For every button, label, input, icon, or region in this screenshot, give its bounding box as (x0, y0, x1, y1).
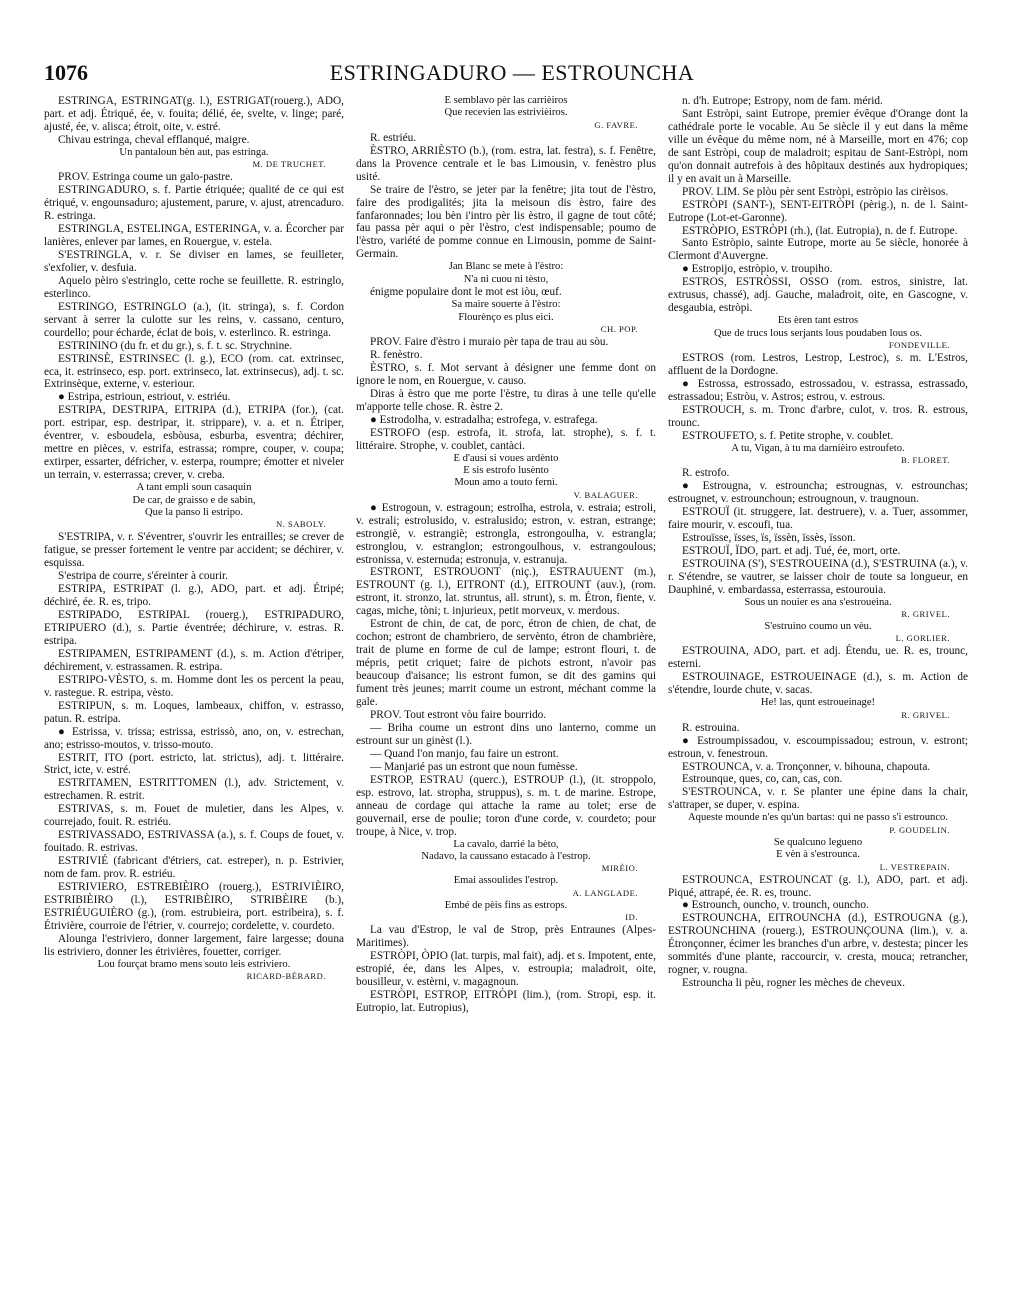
dictionary-entry: ESTRIPA, DESTRIPA, EITRIPA (d.), ETRIPA (for.), (cat. port. estripar, esp. destripar, it. strippare), v. a. et n. Étriper, éventrer, v. esboudela, esbòusa, esburba, esventra; déchirer, mettre en pièces, v. estrifa, estrassa; rompre, couper, v. coupa; extirper, essarter, défricher, v. esterpa, roumpre; émotter et niveler un terrain, v. esterrassa; crever, v. creba. (44, 404, 344, 482)
dictionary-entry: ESTROUNCA, v. a. Tronçonner, v. bihouna, chapouta. (682, 760, 931, 773)
quotation-line: A tu, Vigan, à tu ma darnièiro estroufeto. (731, 442, 905, 454)
quotation-line: De car, de graisso e de sabin, (132, 494, 256, 506)
dictionary-entry: — Manjarié pas un estront que noun fumèsse. (370, 760, 578, 773)
dictionary-entry: ESTRINGO, ESTRINGLO (a.), (it. stringa), s. f. Cordon servant à serrer la culotte sur les reins, v. cassano, centuro, courdello; pour écharde, éclat de bois, v. esterlinco. R. estringa. (44, 300, 344, 339)
dictionary-entry: ESTROUFETO, s. f. Petite strophe, v. coublet. (682, 429, 894, 442)
dictionary-entry: ESTRIVAS, s. m. Fouet de muletier, dans les Alpes, v. courrejado, fouit. R. estriéu. (44, 803, 344, 829)
dictionary-entry: ESTRINGA, ESTRINGAT(g. l.), ESTRIGAT(rouerg.), ADO, part. et adj. Étriqué, ée, v. fouita; délié, ée, svelte, v. linge; paré, ajusté, ée, v. alisca; étroit, oite, v. estré. (44, 95, 344, 133)
dictionary-entry: ESTRIPAMEN, ESTRIPAMENT (d.), s. m. Action d'étriper, déchirement, v. estrassamen. R. estripa. (44, 647, 344, 673)
dictionary-entry: ESTRININO (du fr. et du gr.), s. f. t. sc. Strychnine. (58, 339, 293, 352)
quotation-line: A tant empli soun casaquin (136, 482, 252, 494)
quotation-line: E d'ausi si voues ardènto (453, 452, 559, 464)
dictionary-entry: ESTROS (rom. Lestros, Lestrop, Lestroc), s. m. L'Estros, affluent de la Dordogne. (668, 352, 968, 377)
page-number: 1076 (44, 60, 88, 85)
dictionary-entry: ESTROFO (esp. estrofa, it. strofa, lat. strophe), s. f. t. littéraire. Strophe, v. coublet, cantàci. (356, 426, 656, 452)
dictionary-entry: ● Estropijo, estròpio, v. troupiho. (682, 263, 833, 276)
quotation-line: He! las, qunt estroueinage! (760, 697, 876, 709)
dictionary-entry: Estront de chin, de cat, de porc, étron de chien, de chat, de cochon; estront de chambriero, de servènto, étron de chambrière, trait de plume en forme de cul de lampe; estront flouri, t. de mépris, petit criquet; faire de pichots estront, n'avoir pas beaucoup d'aisance; lis estront fumon, se dit des gamins qui fument très jeunes; marrit coume un estront, méchant comme la gale. (356, 618, 656, 709)
dictionary-entry: ● Estrissa, v. trissa; estrissa, estrissò, ano, on, v. estrechan, ano; estrisso-moutos, v. trisso-mouto. (44, 725, 344, 751)
page-header (44, 60, 980, 92)
dictionary-entry: La vau d'Estrop, le val de Strop, près Entraunes (Alpes-Maritimes). (356, 924, 656, 950)
dictionary-entry: S'estripa de courre, s'éreinter à courir. (58, 570, 228, 583)
quotation-author: G. FAVRE. (594, 119, 638, 130)
dictionary-entry: ESTROS, ESTRÒSSI, OSSO (rom. estros, sinistre, lat. extrusus, chassé), adj. Gauche, maladroit, oite, en Gascogne, v. desgaubia, estròpi. (668, 276, 968, 315)
dictionary-entry: ESTRINGADURO, s. f. Partie étriquée; qualité de ce qui est étriqué, v. engounsaduro; ajustement, parure, v. ajust, atrencaduro. R. estringa. (44, 184, 344, 223)
dictionary-entry: ESTROUINA (S'), S'ESTROUEINA (d.), S'ESTRUINA (a.), v. r. S'étendre, se vautrer, se laisser choir de toute sa longueur, en Dauphiné, v. embardassa, esterrassa, estourouia. (668, 557, 968, 596)
dictionary-entry: Se traire de l'èstro, se jeter par la fenêtre; jita tout de l'èstro, faire des prodigalités; jita la meisoun dis èstro, faire des fanfaronnades; lou bèn i'intro pèr lis èstro, il gagne de tout côté; fau passa pèr aqui o pèr l'èstro, c'est indispensable; poumo de l'èstro, variété de pomme connue en Limousin, pomme de Saint-Germain. (356, 183, 656, 261)
quotation-author: B. FLORET. (900, 455, 950, 466)
quotation-line: N'a ni cuou ni tèsto, (463, 273, 549, 285)
quotation-author: R. GRIVEL. (901, 609, 950, 620)
quotation-author: MIRÈIO. (601, 863, 638, 874)
quotation-line: Aqueste mounde n'es qu'un bartas: qui ne passo s'i estrounco. (688, 812, 948, 824)
dictionary-entry: ● Estrodolha, v. estradalha; estrofega, v. estrafega. (370, 413, 598, 426)
dictionary-entry: ESTRITAMEN, ESTRITTOMEN (l.), adv. Strictement, v. estrechamen. R. estrit. (44, 777, 344, 803)
quotation-line: E sis estrofo lusènto (463, 464, 549, 476)
running-title: ESTRINGADURO — ESTROUNCHA (329, 60, 695, 85)
quotation-author: A. LANGLADE. (572, 887, 638, 898)
dictionary-entry: ESTRIPO-VÈSTO, s. m. Homme dont les os percent la peau, v. rastegue. R. estripa, vèsto. (44, 673, 344, 699)
dictionary-entry: R. estriéu. (370, 131, 417, 144)
dictionary-entry: ESTRÒPI, ESTROP, EITRÒPI (lim.), (rom. Stropi, esp. it. Eutropio, lat. Eutropius), (356, 988, 656, 1014)
dictionary-entry: n. d'h. Eutrope; Estropy, nom de fam. mérid. (682, 95, 883, 107)
quotation-line: Sous un nouier es ana s'estroueina. (744, 596, 892, 608)
dictionary-entry: ● Estrogoun, v. estragoun; estrolha, estrola, v. estraia; estroli, v. estrali; estrolusido, v. estralusido; estron, v. estran, estrange; estrongiè, v. estrangiè; estrongla, estrongoulha, v. estrangla; estronglou, v. estranglon; estrongoulhous, v. estrangoulous; estronissa, v. esternuda; estronuja, v. estranuja. (356, 501, 656, 566)
dictionary-entry: S'ESTRIPA, v. r. S'éventrer, s'ouvrir les entrailles; se crever de fatigue, se presser fortement le ventre par accident; se déchirer, v. esquissa. (44, 531, 344, 570)
dictionary-entry: PROV. LIM. Se plòu pèr sent Estròpi, estròpio las cirèisos. (682, 185, 949, 198)
dictionary-entry: ESTROUNCHA, EITROUNCHA (d.), ESTROUGNA (g.), ESTROUNCHINA (rouerg.), ESTROUNÇOUNA (lim.), v. a. Étronçonner, écimer les branches d'un arbre, v. destesta; pincer les sommités d'une plante, raccourcir, v. cresta, mouca; retrancher, rogner, v. rougna. (668, 912, 968, 977)
column-right (668, 95, 968, 1265)
dictionary-entry: ESTROUÏ (it. struggere, lat. destruere), v. a. Tuer, assommer, faire mourir, v. escoufi, tua. (668, 505, 968, 531)
quotation-line: Ets èren tant estros (777, 315, 859, 327)
quotation-line: Flourènço es plus eici. (458, 311, 554, 323)
quotation-line: Nadavo, la caussano estacado à l'estrop. (421, 850, 591, 862)
quotation-author: M. DE TRUCHET. (252, 159, 326, 170)
dictionary-entry: ESTRÒPIO, ESTRÒPI (rh.), (lat. Eutropia), n. de f. Eutrope. (682, 224, 958, 237)
column-left (44, 95, 344, 1265)
dictionary-entry: ● Estrounch, ouncho, v. trounch, ouncho. (682, 899, 869, 912)
dictionary-entry: ESTRIVIÉ (fabricant d'étriers, cat. estreper), n. p. Estrivier, nom de fam. prov. R. estriéu. (44, 855, 344, 881)
dictionary-entry: ÈSTRO, ARRIÈSTO (b.), (rom. estra, lat. festra), s. f. Fenêtre, dans la Provence centrale et le bas Limousin, v. fenèstro plus usité. (356, 144, 656, 183)
dictionary-entry: ESTRIPADO, ESTRIPAL (rouerg.), ESTRIPADURO, ETRIPUERO (d.), s. Partie éventrée; déchirure, v. estras. R. estripa. (44, 609, 344, 647)
quotation-author: ID. (625, 912, 638, 923)
dictionary-entry: Estrouncha li pèu, rogner les mèches de cheveux. (682, 977, 906, 990)
dictionary-entry: Diras à èstro que me porte l'èstre, tu diras à une telle qu'elle m'apporte telle chose. R. èstre 2. (356, 387, 656, 413)
dictionary-entry: ESTRIVIERO, ESTREBIÈIRO (rouerg.), ESTRIVIÈIRO, ESTRIBIÈIRO (l.), ESTRIBÈIRO, STRIBÈIRE (b.), ESTRIÉUGUIÈRO (g.), (rom. estrubieira, port. estribeira), s. f. Étrivière, courroie de l'étrier, v. courrejo; cordelette, v. courdeto. (44, 881, 344, 932)
dictionary-entry: ● Estroumpissadou, v. escoumpissadou; estroun, v. estront; estroun, v. fenestroun. (668, 734, 968, 760)
quotation-author: V. BALAGUER. (573, 489, 638, 500)
dictionary-entry: ESTROUINAGE, ESTROUEINAGE (d.), s. m. Action de s'étendre, lourde chute, v. sacas. (668, 671, 968, 697)
dictionary-entry: ESTROUNCA, ESTROUNCAT (g. l.), ADO, part. et adj. Piqué, attrapé, ée. R. es, trounc. (668, 873, 968, 899)
quotation-author: FONDEVILLE. (888, 340, 950, 351)
quotation-author: L. VESTREPAIN. (879, 861, 950, 872)
quotation-line: Jan Blanc se mete à l'èstro: (448, 261, 564, 273)
dictionary-entry: ESTRINSÈ, ESTRINSEC (l. g.), ECO (rom. cat. extrinsec, eca, it. estrinseco, esp. port. extrinseco, lat. extrinsecus), adj. t. sc. Extrinsèque, externe, v. esteriour. (44, 352, 344, 391)
quotation-author: L. GORLIER. (895, 633, 950, 644)
dictionary-entry: Chivau estringa, cheval efflanqué, maigre. (58, 133, 250, 146)
dictionary-entry: R. estrouina. (682, 721, 740, 734)
quotation-author: N. SABOLY. (275, 519, 326, 530)
dictionary-entry: Alounga l'estriviero, donner largement, faire largesse; douna lis estriviero, donner les étrivières, fouetter, corriger. (44, 932, 344, 958)
quotation-line: Que la panso li estripo. (145, 506, 243, 518)
quotation-author: RICARD-BÉRARD. (246, 971, 326, 982)
quotation-line: Embé de pèis fins as estrops. (444, 899, 568, 911)
quotation-author: R. GRIVEL. (901, 709, 950, 720)
dictionary-entry: R. estrofo. (682, 467, 730, 480)
quotation-line: Un pantaloun bèn aut, pas estringa. (119, 146, 269, 158)
dictionary-entry: ESTRINGLA, ESTELINGA, ESTERINGA, v. a. Écorcher par lanières, enlever par lames, en Rouergue, v. estela. (44, 223, 344, 248)
quotation-line: Sa maire souerte à l'èstro: (451, 299, 561, 311)
dictionary-entry: ESTRÒPI (SANT-), SENT-EITRÒPI (pèrig.), n. de l. Saint-Eutrope (Lot-et-Garonne). (668, 198, 968, 224)
dictionary-entry: ESTRONT, ESTROUONT (niç.), ESTRAUUENT (m.), ESTROUNT (g. l.), EITRONT (d.), EITROUNT (auv.), (rom. estront, it. stronzo, lat. struntus, all. strunt), s. m. Étron, fiente, v. cagas, miche, tòni; t. injurieux, petit morveux, v. merdous. (356, 566, 656, 618)
quotation-author: CH. POP. (600, 323, 638, 334)
dictionary-entry: ESTRIPA, ESTRIPAT (l. g.), ADO, part. et adj. Étripé; déchiré, ée. R. es, tripo. (44, 583, 344, 609)
dictionary-entry: ESTRIVASSADO, ESTRIVASSA (a.), s. f. Coups de fouet, v. fouitado. R. estrivas. (44, 829, 344, 855)
quotation-line: E vèn à s'estrounca. (776, 849, 860, 861)
dictionary-entry: PROV. Tout estront vòu faire bourrido. (370, 708, 547, 721)
dictionary-entry: ESTRÒPI, ÒPIO (lat. turpis, mal fait), adj. et s. Impotent, ente, estropié, ée, dans les Alpes, v. estroupia; maladroit, oite, bousilleur, v. estèrni, v. magagnoun. (356, 950, 656, 988)
dictionary-entry: — Briha coume un estront dins uno lanterno, comme un estrount sur un ginèst (l.). (356, 721, 656, 747)
dictionary-entry: ● Estrossa, estrossado, estrossadou, v. estrassa, estrassado, estrassadou; Estròu, v. Astros; estrou, v. estrous. (668, 377, 968, 403)
dictionary-entry: PROV. Faire d'èstro i muraio pèr tapa de trau au sòu. (370, 335, 609, 348)
dictionary-entry: ● Estripa, estrioun, estriout, v. estriéu. (58, 391, 231, 404)
dictionary-entry: Aquelo pèiro s'estringlo, cette roche se feuillette. R. estringlo, esterlinco. (44, 274, 344, 300)
dictionary-entry: ESTRIT, ITO (port. estricto, lat. strictus), adj. t. littéraire. Strict, icte, v. estré. (44, 751, 344, 777)
quotation-line: Lou fourçat bramo mens souto leis estriviero. (97, 958, 291, 970)
quotation-line: Que de trucs lous serjants lous poudaben lous os. (713, 327, 923, 339)
quotation-line: Que recevien las estrivièiros. (444, 107, 568, 119)
dictionary-entry: ● Estrougna, v. estrouncha; estrougnas, v. estrounchas; estrougnet, v. estrounchoun; estrougnoun, v. traugnoun. (668, 480, 968, 505)
quotation-author: P. GOUDELIN. (889, 824, 950, 835)
dictionary-entry: ÈSTRO, s. f. Mot servant à désigner une femme dont on ignore le nom, en Rouergue, v. causo. (356, 361, 656, 387)
column-middle (356, 95, 656, 1265)
dictionary-entry: S'ESTRINGLA, v. r. Se diviser en lames, se feuilleter, s'exfolier, v. desfuia. (44, 248, 344, 274)
dictionary-entry: S'ESTROUNCA, v. r. Se planter une épine dans la chair, s'attraper, se duper, v. espina. (668, 786, 968, 812)
dictionary-entry: ESTROUÏ, ÏDO, part. et adj. Tué, ée, mort, orte. (682, 544, 901, 557)
dictionary-entry: Sant Estròpi, saint Eutrope, premier évêque d'Orange dont la cathédrale porte le vocable. Au 5e siècle il y eut dans la même ville un évêque du même nom, né à Marseille, mort en 476; cop de sant Estròpi, coup de maladroit; espitau de Sant-Estròpi, nom qu'on donnait autrefois à des hôpitaux destinés aux hydropiques; il y en avait un à Marseille. (668, 107, 968, 185)
dictionary-entry: ESTROUCH, s. m. Tronc d'arbre, culot, v. tros. R. estrous, trounc. (668, 403, 968, 429)
dictionary-entry: ESTROP, ESTRAU (querc.), ESTROUP (l.), (it. stroppolo, esp. estrovo, lat. stropha, struppus), s. m. t. de marine. Estrope, anneau de cordage qui attache la rame au tolet; erse de gouvernail, erse de poulie; toron d'une corde, v. courdeto; pour troupe, à Nice, v. trop. (356, 773, 656, 838)
dictionary-entry: — Quand l'on manjo, fau faire un estront. (370, 747, 559, 760)
quotation-line: E semblavo pèr las carrièiros (444, 95, 568, 106)
dictionary-entry: Santo Estròpio, sainte Eutrope, morte au 5e siècle, honorée à Clermont d'Auvergne. (668, 237, 968, 263)
dictionary-entry: Estrouïsse, ïsses, ïs, ïssèn, ïssès, ïsson. (682, 531, 856, 544)
dictionary-entry: ESTROUINA, ADO, part. et adj. Étendu, ue. R. es, trounc, esterni. (668, 645, 968, 671)
dictionary-entry: ESTRIPUN, s. m. Loques, lambeaux, chiffon, v. estrasso, patun. R. estripa. (44, 699, 344, 725)
text-columns (44, 95, 980, 1265)
dictionary-entry: R. fenèstro. (370, 348, 423, 361)
dictionary-entry: PROV. Estringa coume un galo-pastre. (58, 171, 233, 184)
quotation-line: Se qualcuno legueno (773, 836, 863, 848)
dictionary-entry: énigme populaire dont le mot est iòu, œuf. (370, 286, 562, 299)
quotation-line: La cavalo, darrié la bèto, (453, 838, 559, 850)
quotation-line: Moun amo a touto fernì. (454, 477, 558, 489)
quotation-line: S'estruino coumo un vèu. (764, 621, 872, 633)
quotation-line: Emai assoulides l'estrop. (453, 875, 559, 887)
dictionary-entry: Estrounque, ques, co, can, cas, con. (682, 773, 843, 786)
